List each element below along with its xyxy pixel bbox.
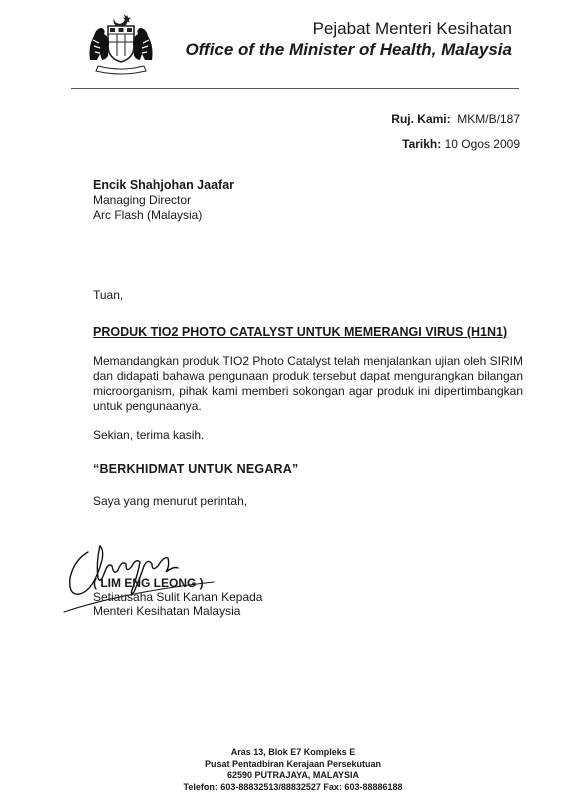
subject-text: PRODUK TIO2 PHOTO CATALYST UNTUK MEMERANGI VIRUS (H1N1) — [93, 325, 508, 339]
signatory-title-line2: Menteri Kesihatan Malaysia — [93, 604, 241, 618]
coat-of-arms-logo — [84, 12, 158, 76]
signatory-title-line1: Setiausaha Sulit Kanan Kepada — [93, 590, 263, 604]
footer-line2: Pusat Pentadbiran Kerajaan Persekutuan — [204, 758, 382, 769]
letterhead-title-english: Office of the Minister of Health, Malaysia — [185, 40, 512, 59]
footer-line3: 62590 PUTRAJAYA, MALAYSIA — [226, 770, 360, 780]
salutation: Tuan, — [93, 288, 124, 302]
subject-line — [93, 325, 507, 339]
recipient-company: Arc Flash (Malaysia) — [93, 208, 203, 222]
footer-address — [160, 747, 426, 793]
date-label: Tarikh: — [402, 137, 442, 151]
signoff-line: Saya yang menurut perintah, — [93, 494, 248, 508]
signatory-name: ( LIM ENG LEONG ) — [93, 576, 204, 590]
reference-line — [391, 112, 520, 126]
date-value: 10 Ogos 2009 — [444, 137, 520, 151]
header-divider — [71, 88, 519, 89]
footer-line1: Aras 13, Blok E7 Kompleks E — [230, 747, 356, 757]
reference-value: MKM/B/187 — [457, 112, 520, 126]
signatory-block — [93, 576, 262, 618]
body-paragraph: Memandangkan produk TIO2 Photo Catalyst telah menjalankan ujian oleh SIRIM dan didapati bahawa pengunaan produk tersebut dapat mengurangkan bilangan microorganism, pihak kami memberi sokongan agar produk ini dipertimbangkan untuk pengunaanya. — [93, 354, 523, 413]
closing-line: Sekian, terima kasih. — [93, 428, 205, 442]
date-line — [402, 137, 520, 151]
reference-label: Ruj. Kami: — [391, 112, 451, 126]
recipient-name: Encik Shahjohan Jaafar — [93, 178, 235, 192]
recipient-block — [93, 178, 234, 223]
recipient-position: Managing Director — [93, 193, 192, 207]
motto: “BERKHIDMAT UNTUK NEGARA” — [93, 462, 299, 476]
footer-line4: Telefon: 603-88832513/88832527 Fax: 603-88886188 — [183, 781, 403, 792]
letterhead-title-malay: Pejabat Menteri Kesihatan — [312, 19, 512, 38]
